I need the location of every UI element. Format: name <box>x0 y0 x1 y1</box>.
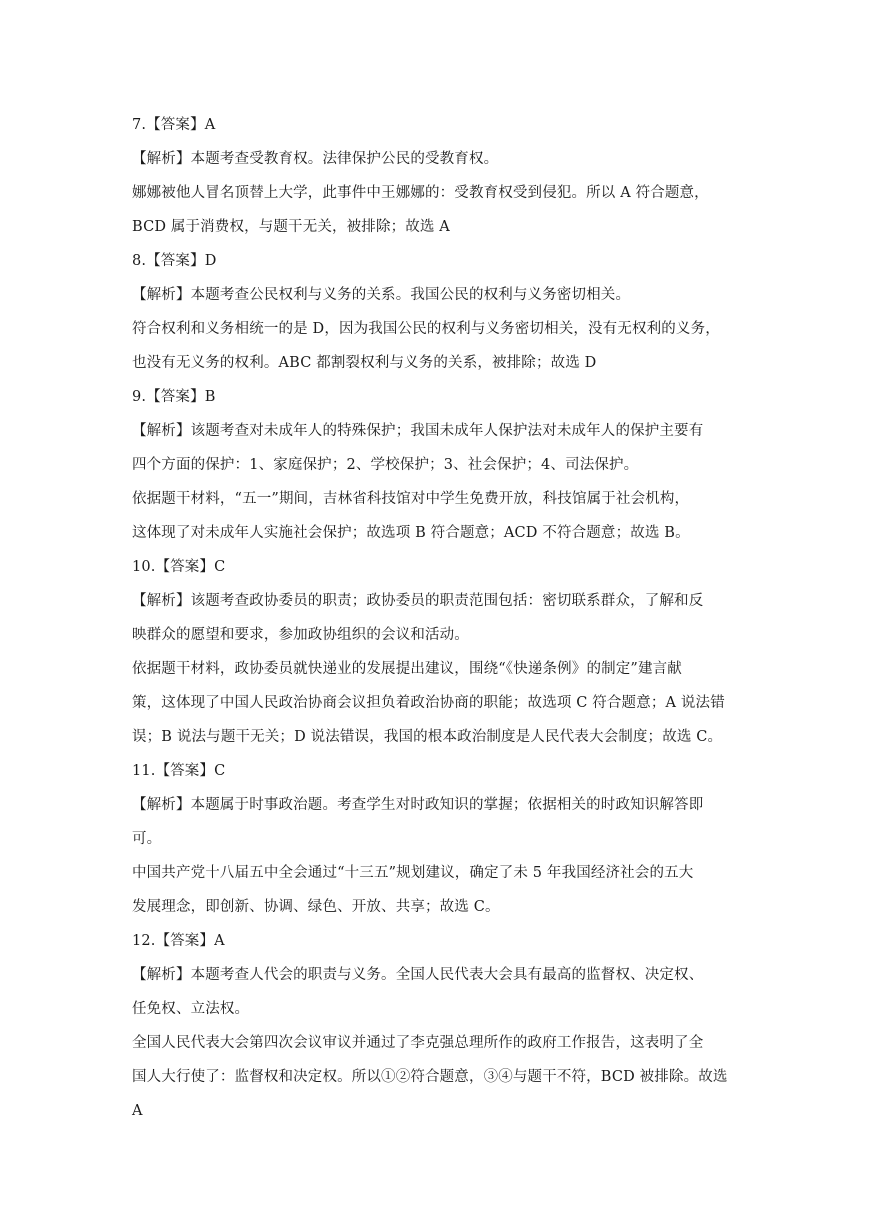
explanation-line: 【解析】本题考查受教育权。法律保护公民的受教育权。 <box>132 151 499 167</box>
explanation-line: 国人大行使了：监督权和决定权。所以①②符合题意，③④与题干不符，BCD 被排除。故选 <box>132 1069 728 1085</box>
answer-explanations <box>132 108 742 1128</box>
answer-heading: 10.【答案】C <box>132 559 226 575</box>
explanation-line: 【解析】该题考查政协委员的职责；政协委员的职责范围包括：密切联系群众，了解和反 <box>132 593 704 609</box>
answer-item <box>132 380 742 550</box>
answer-item <box>132 244 742 380</box>
explanation-line: 【解析】本题属于时事政治题。考查学生对时政知识的掌握；依据相关的时政知识解答即 <box>132 797 704 813</box>
answer-heading: 7.【答案】A <box>132 117 216 133</box>
answer-item <box>132 754 742 924</box>
explanation-line: 映群众的愿望和要求，参加政协组织的会议和活动。 <box>132 627 469 643</box>
answer-heading: 9.【答案】B <box>132 389 216 405</box>
explanation-line: A <box>132 1103 143 1119</box>
explanation-line: 四个方面的保护：1、家庭保护；2、学校保护；3、社会保护；4、司法保护。 <box>132 457 639 473</box>
explanation-line: 全国人民代表大会第四次会议审议并通过了李克强总理所作的政府工作报告，这表明了全 <box>132 1035 704 1051</box>
explanation-line: 发展理念，即创新、协调、绿色、开放、共享；故选 C。 <box>132 899 500 915</box>
answer-item <box>132 924 742 1128</box>
explanation-line: 这体现了对未成年人实施社会保护；故选项 B 符合题意；ACD 不符合题意；故选 B。 <box>132 525 690 541</box>
explanation-line: 【解析】该题考查对未成年人的特殊保护；我国未成年人保护法对未成年人的保护主要有 <box>132 423 704 439</box>
explanation-line: 依据题干材料，“五一”期间，吉林省科技馆对中学生免费开放，科技馆属于社会机构， <box>132 491 690 507</box>
explanation-line: 中国共产党十八届五中全会通过“十三五”规划建议，确定了未 5 年我国经济社会的五大 <box>132 865 694 881</box>
explanation-line: 策，这体现了中国人民政治协商会议担负着政治协商的职能；故选项 C 符合题意；A 说法错 <box>132 695 725 711</box>
answer-heading: 8.【答案】D <box>132 253 217 269</box>
explanation-line: 【解析】本题考查公民权利与义务的关系。我国公民的权利与义务密切相关。 <box>132 287 631 303</box>
explanation-line: 误；B 说法与题干无关；D 说法错误，我国的根本政治制度是人民代表大会制度；故选 C。 <box>132 729 723 745</box>
explanation-line: 【解析】本题考查人代会的职责与义务。全国人民代表大会具有最高的监督权、决定权、 <box>132 967 704 983</box>
explanation-line: 依据题干材料，政协委员就快递业的发展提出建议，围绕“《快递条例》的制定”建言献 <box>132 661 682 677</box>
answer-item <box>132 108 742 244</box>
answer-item <box>132 550 742 754</box>
explanation-line: BCD 属于消费权，与题干无关，被排除；故选 A <box>132 219 450 235</box>
explanation-line: 也没有无义务的权利。ABC 都割裂权利与义务的关系，被排除；故选 D <box>132 355 597 371</box>
explanation-line: 娜娜被他人冒名顶替上大学，此事件中王娜娜的：受教育权受到侵犯。所以 A 符合题意， <box>132 185 709 201</box>
explanation-line: 符合权利和义务相统一的是 D，因为我国公民的权利与义务密切相关，没有无权利的义务， <box>132 321 720 337</box>
explanation-line: 可。 <box>132 831 162 847</box>
answer-heading: 12.【答案】A <box>132 933 225 949</box>
answer-heading: 11.【答案】C <box>132 763 226 779</box>
explanation-line: 任免权、立法权。 <box>132 1001 250 1017</box>
